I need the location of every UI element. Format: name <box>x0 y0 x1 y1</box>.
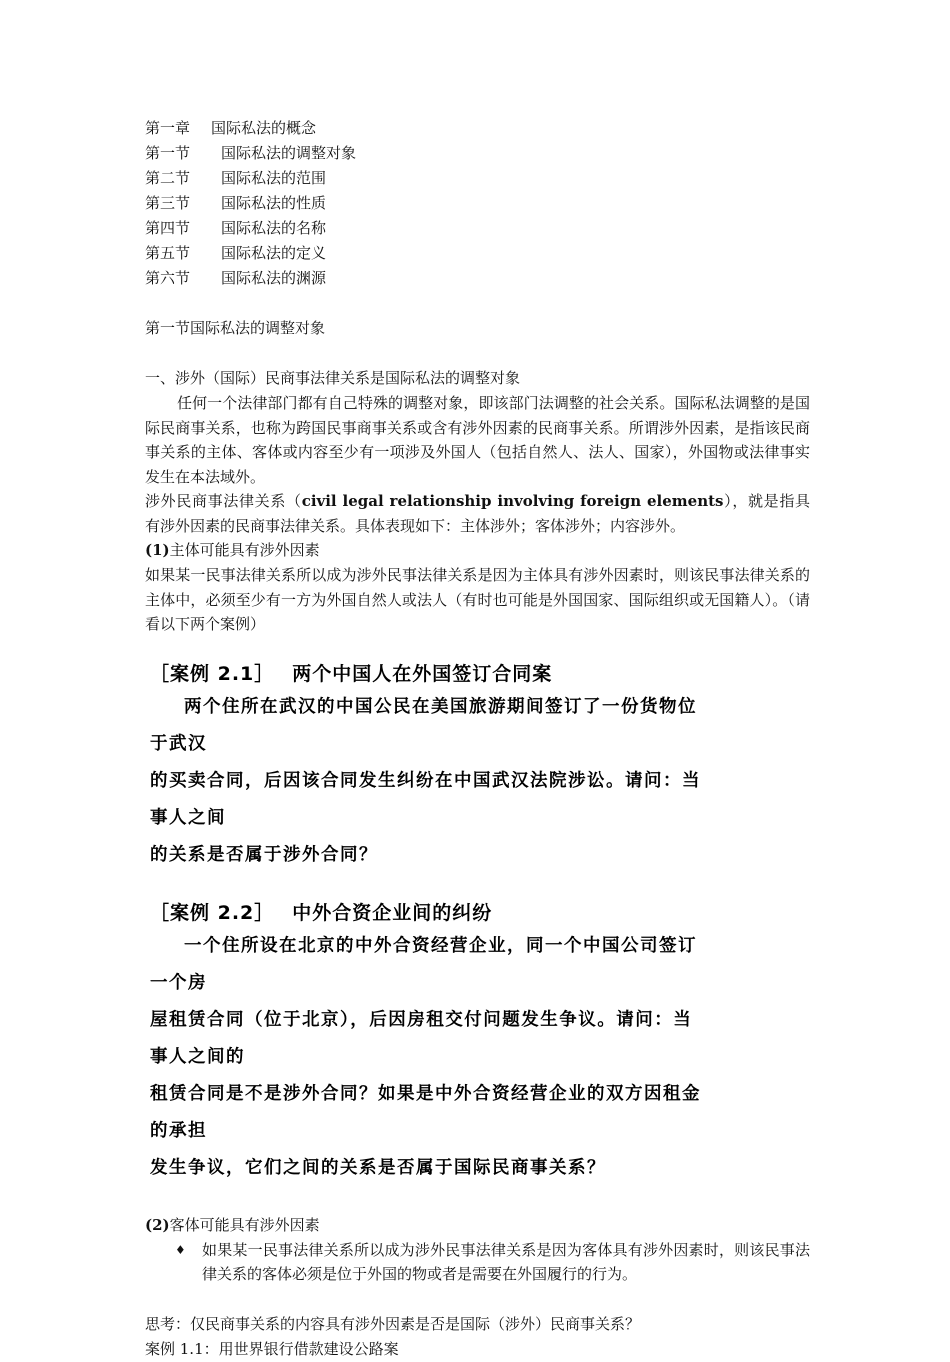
toc-section <box>145 266 810 291</box>
diamond-bullet-icon: ♦ <box>175 1242 186 1257</box>
table-of-contents <box>145 116 810 291</box>
case-label: ［案例 2.2］ <box>150 901 275 924</box>
toc-section-title: 国际私法的渊源 <box>221 269 327 287</box>
case-2-2 <box>150 898 710 1187</box>
toc-section <box>145 141 810 166</box>
part1-heading: 一、涉外（国际）民商事法律关系是国际私法的调整对象 <box>145 369 521 387</box>
subject-subheading <box>145 538 810 563</box>
case-body <box>150 928 710 1187</box>
subject-paragraph: 如果某一民事法律关系所以成为涉外民事法律关系是因为主体具有涉外因素时，则该民事法律关系的主体中，必须至少有一方为外国自然人或法人（有时也可能是外国国家、国际组织或无国籍人）。（请看以下两个案例） <box>145 566 810 633</box>
bullet-item <box>175 1238 810 1287</box>
subheading-title: 客体可能具有涉外因素 <box>169 1215 320 1234</box>
toc-section-number: 第一节 <box>145 144 191 162</box>
case-title-row <box>150 659 710 689</box>
toc-section-title: 国际私法的定义 <box>221 244 327 262</box>
definition-text-b: ），就是指具有涉外因素的民商事法律关系。具体表现如下：主体涉外；客体涉外；内容涉外。 <box>145 492 810 535</box>
thinking-question: 思考：仅民商事关系的内容具有涉外因素是否是国际（涉外）民商事关系？ <box>145 1314 641 1333</box>
toc-section-number: 第六节 <box>145 269 191 287</box>
toc-section-number: 第四节 <box>145 219 191 237</box>
toc-section-number: 第五节 <box>145 244 191 262</box>
case-line: 发生争议，它们之间的关系是否属于国际民商事关系？ <box>150 1157 606 1178</box>
case-line: 屋租赁合同（位于北京），后因房租交付问题发生争议。请问：当事人之间的 <box>150 1009 693 1067</box>
toc-section-title: 国际私法的范围 <box>221 169 327 187</box>
case-line: 租赁合同是不是涉外合同？如果是中外合资经营企业的双方因租金的承担 <box>150 1083 701 1141</box>
toc-section <box>145 241 810 266</box>
case-label: ［案例 2.1］ <box>150 662 275 685</box>
toc-section-title: 国际私法的性质 <box>221 194 327 212</box>
subheading-number: (1) <box>145 541 170 559</box>
toc-section-number: 第三节 <box>145 194 191 212</box>
case-reference: 案例 1.1：用世界银行借款建设公路案 <box>145 1339 399 1358</box>
toc-section-title: 国际私法的名称 <box>221 219 327 237</box>
toc-section <box>145 216 810 241</box>
document-page <box>145 116 810 1362</box>
case-line: 的关系是否属于涉外合同？ <box>150 844 378 865</box>
case-title: 中外合资企业间的纠纷 <box>292 901 493 924</box>
toc-chapter-title: 国际私法的概念 <box>211 119 317 137</box>
toc-chapter <box>145 116 810 141</box>
spacer <box>145 341 810 366</box>
spacer <box>145 1287 810 1312</box>
spacer <box>145 291 810 316</box>
case-2-1 <box>150 659 710 874</box>
object-subheading <box>145 1213 810 1238</box>
toc-section <box>145 191 810 216</box>
definition-text-a: 涉外民商事法律关系（ <box>145 492 302 510</box>
case-line: 的买卖合同，后因该合同发生纠纷在中国武汉法院涉讼。请问：当事人之间 <box>150 770 701 828</box>
definition-paragraph <box>145 489 810 538</box>
part1-paragraph: 任何一个法律部门都有自己特殊的调整对象，即该部门法调整的社会关系。国际私法调整的是国际民商事关系，也称为跨国民事商事关系或含有涉外因素的民商事关系。所谓涉外因素，是指该民商事关系的主体、客体或内容至少有一项涉及外国人（包括自然人、法人、国家），外国物或法律事实发生在本法域外。 <box>145 394 810 486</box>
toc-chapter-number: 第一章 <box>145 119 191 137</box>
case-body <box>150 689 710 874</box>
case-title: 两个中国人在外国签订合同案 <box>292 662 553 685</box>
bullet-text: 如果某一民事法律关系所以成为涉外民事法律关系是因为客体具有涉外因素时，则该民事法律关系的客体必须是位于外国的物或者是需要在外国履行的行为。 <box>202 1240 810 1283</box>
definition-english-term: civil legal relationship involving foreign elements <box>301 492 724 510</box>
case-line: 两个住所在武汉的中国公民在美国旅游期间签订了一份货物位于武汉 <box>150 696 697 754</box>
toc-section-number: 第二节 <box>145 169 191 187</box>
subheading-title: 主体可能具有涉外因素 <box>169 541 320 559</box>
case-line: 一个住所设在北京的中外合资经营企业，同一个中国公司签订一个房 <box>150 935 697 993</box>
toc-section <box>145 166 810 191</box>
case-title-row <box>150 898 710 928</box>
subheading-number: (2) <box>145 1215 170 1234</box>
section-heading: 第一节国际私法的调整对象 <box>145 319 326 337</box>
toc-section-title: 国际私法的调整对象 <box>221 144 357 162</box>
spacer <box>145 1187 810 1213</box>
